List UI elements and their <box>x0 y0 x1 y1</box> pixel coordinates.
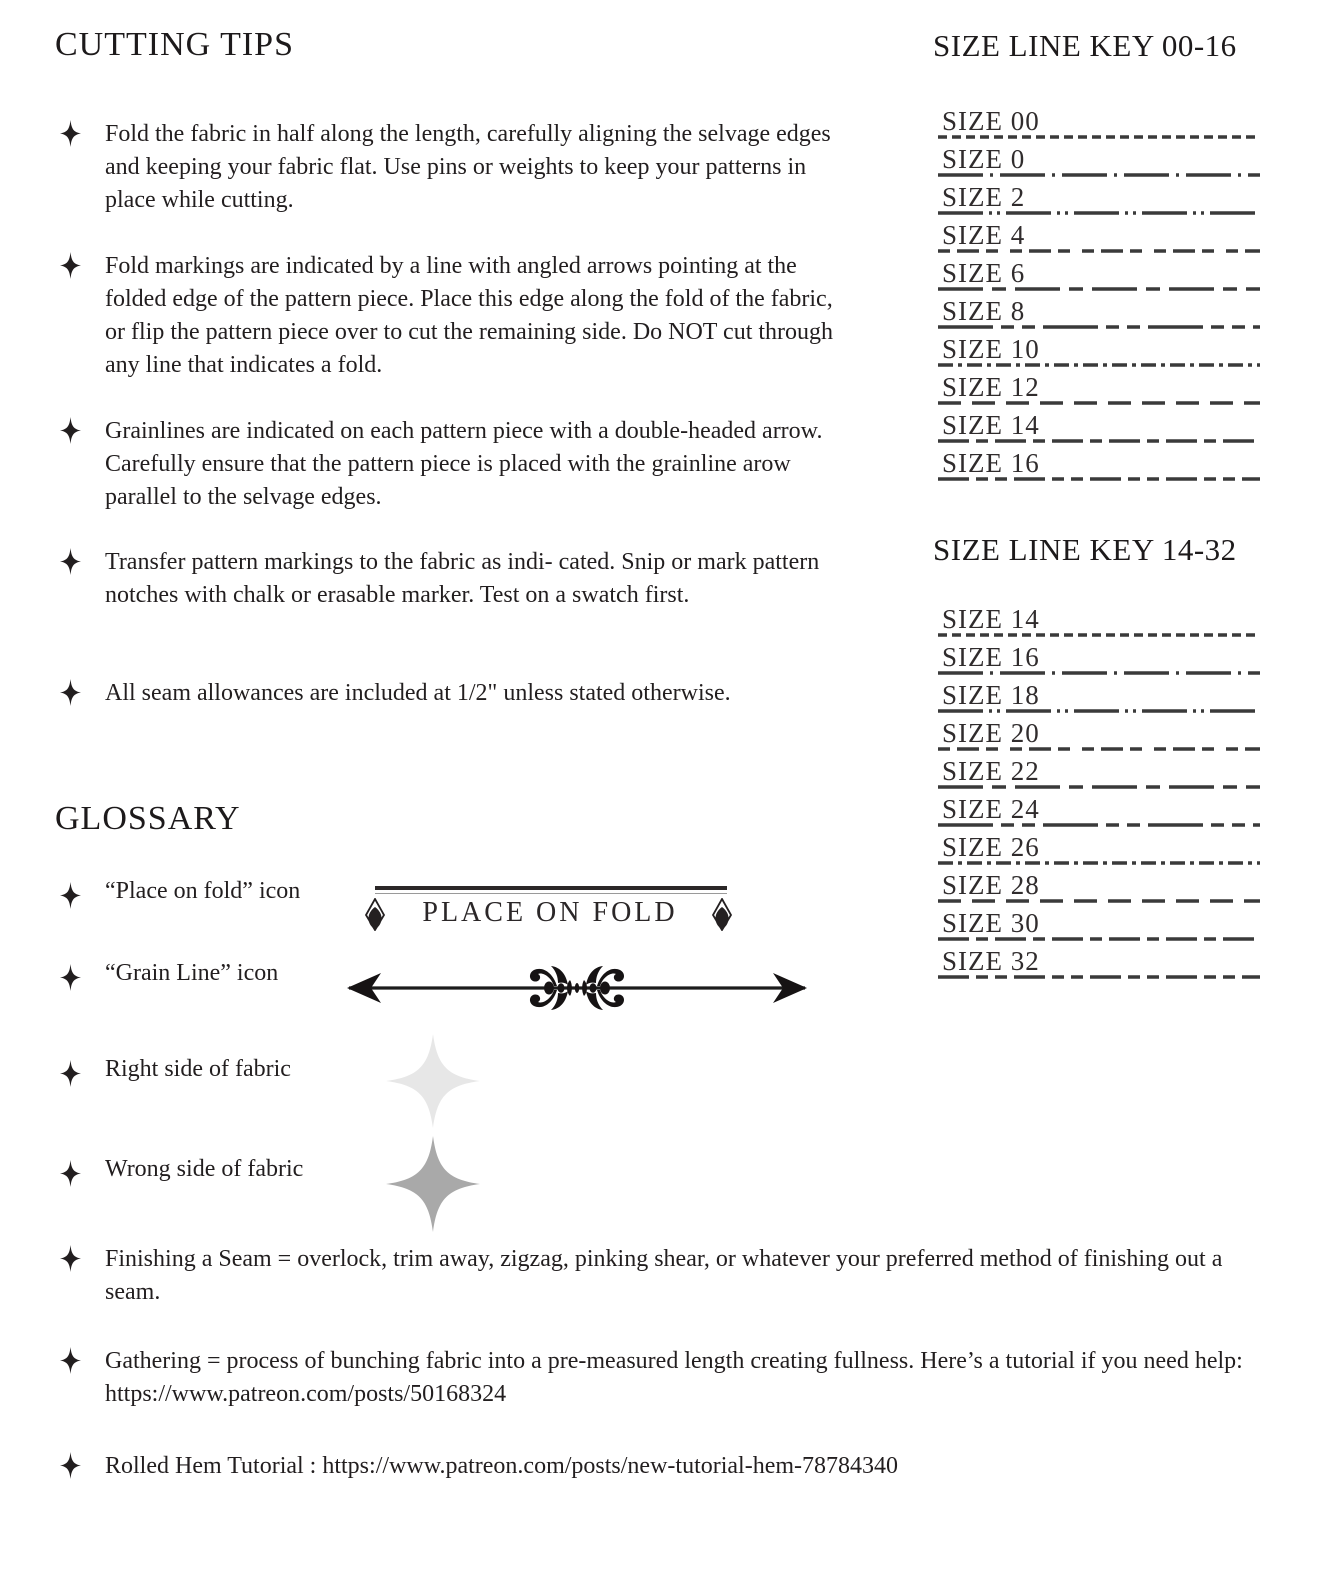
size-key-row <box>938 257 1260 295</box>
fold-arrow-up-icon <box>711 898 733 931</box>
size-label: SIZE 0 <box>942 144 1026 174</box>
fold-arrow-up-icon <box>364 898 386 931</box>
size-key-row <box>938 755 1260 793</box>
size-label: SIZE 12 <box>942 372 1040 402</box>
size-label: SIZE 4 <box>942 220 1026 250</box>
cutting-tip-4 <box>58 546 858 612</box>
size-line-key-2-title: SIZE LINE KEY 14-32 <box>933 532 1237 567</box>
size-key-row <box>938 371 1260 409</box>
size-label: SIZE 14 <box>942 604 1040 634</box>
size-line-key-1-title: SIZE LINE KEY 00-16 <box>933 28 1237 63</box>
size-key-row <box>938 831 1260 869</box>
wrong-side-fabric-icon <box>386 1136 480 1232</box>
size-label: SIZE 30 <box>942 908 1040 938</box>
star-bullet-icon <box>60 1452 81 1479</box>
star-bullet-icon <box>60 1347 81 1374</box>
star-bullet-icon <box>60 964 81 991</box>
size-key-row <box>938 679 1260 717</box>
star-bullet-icon <box>60 882 81 909</box>
glossary-note-rolled-hem <box>58 1450 1278 1483</box>
star-bullet-icon <box>60 252 81 279</box>
size-key-row <box>938 105 1260 143</box>
cutting-tip-5 <box>58 677 858 710</box>
size-key-row <box>938 447 1260 485</box>
size-key-row <box>938 603 1260 641</box>
size-key-row <box>938 869 1260 907</box>
glossary-item-place-on-fold-label: “Place on fold” icon <box>105 878 301 904</box>
size-key-row <box>938 295 1260 333</box>
glossary-item-right-side-label: Right side of fabric <box>105 1056 291 1082</box>
glossary-note-gathering <box>58 1345 1278 1411</box>
size-line-key-1 <box>938 105 1260 485</box>
size-label: SIZE 22 <box>942 756 1040 786</box>
fold-line-echo <box>375 893 727 894</box>
star-bullet-icon <box>60 120 81 147</box>
star-bullet-icon <box>60 1245 81 1272</box>
cutting-tip-text: All seam allowances are included at 1/2" unless stated otherwise. <box>105 680 731 706</box>
cutting-tip-text: Transfer pattern markings to the fabric as indi- cated. Snip or mark pattern notches with chalk or erasable marker. Test on a swatch first. <box>105 549 820 608</box>
size-label: SIZE 18 <box>942 680 1040 710</box>
star-bullet-icon <box>60 548 81 575</box>
right-side-fabric-icon <box>386 1034 480 1128</box>
glossary-note-text: Finishing a Seam = overlock, trim away, zigzag, pinking shear, or whatever your preferred method of finishing out a seam. <box>105 1246 1223 1305</box>
cutting-tip-1 <box>58 118 858 217</box>
fold-line <box>375 886 727 890</box>
cutting-tip-3 <box>58 415 858 514</box>
size-key-row <box>938 143 1260 181</box>
place-on-fold-text: PLACE ON FOLD <box>422 897 678 928</box>
cutting-tip-2 <box>58 250 858 382</box>
size-key-row <box>938 641 1260 679</box>
size-key-row <box>938 793 1260 831</box>
size-label: SIZE 14 <box>942 410 1040 440</box>
star-bullet-icon <box>60 679 81 706</box>
size-label: SIZE 10 <box>942 334 1040 364</box>
cutting-tip-text: Grainlines are indicated on each pattern piece with a double-headed arrow. Carefully ensure that the pattern piece is placed with the grainline arow parallel to the selvage edges. <box>105 418 823 510</box>
glossary-note-finishing <box>58 1243 1278 1309</box>
star-bullet-icon <box>60 1060 81 1087</box>
size-label: SIZE 24 <box>942 794 1040 824</box>
size-key-row <box>938 333 1260 371</box>
size-key-row <box>938 409 1260 447</box>
star-bullet-icon <box>60 417 81 444</box>
size-label: SIZE 16 <box>942 642 1040 672</box>
grain-line-icon <box>343 953 811 1023</box>
size-key-row <box>938 717 1260 755</box>
size-key-row <box>938 945 1260 983</box>
glossary-item-grain-line-label: “Grain Line” icon <box>105 960 279 986</box>
cutting-tip-text: Fold the fabric in half along the length, carefully aligning the selvage edges and keeping your fabric flat. Use pins or weights to keep your patterns in place while cutting. <box>105 121 831 213</box>
star-bullet-icon <box>60 1160 81 1187</box>
glossary-note-text: Gathering = process of bunching fabric into a pre-measured length creating fullness. Here’s a tutorial if you need help: https://www.patreon.com/posts/50168324 <box>105 1348 1243 1407</box>
glossary-item-wrong-side-label: Wrong side of fabric <box>105 1156 304 1182</box>
size-label: SIZE 16 <box>942 448 1040 478</box>
size-label: SIZE 26 <box>942 832 1040 862</box>
size-key-row <box>938 219 1260 257</box>
size-label: SIZE 28 <box>942 870 1040 900</box>
cutting-tip-text: Fold markings are indicated by a line with angled arrows pointing at the folded edge of the pattern piece. Place this edge along the fold of the fabric, or flip the pattern piece over to cut the remaining side. Do NOT cut through any line that indicates a fold. <box>105 253 834 378</box>
size-key-row <box>938 907 1260 945</box>
cutting-tips-title: CUTTING TIPS <box>55 26 294 63</box>
size-label: SIZE 20 <box>942 718 1040 748</box>
size-label: SIZE 32 <box>942 946 1040 976</box>
size-label: SIZE 6 <box>942 258 1026 288</box>
size-label: SIZE 2 <box>942 182 1026 212</box>
glossary-note-text: Rolled Hem Tutorial : https://www.patreon.com/posts/new-tutorial-hem-78784340 <box>105 1453 899 1479</box>
size-line-key-2 <box>938 603 1260 983</box>
glossary-title: GLOSSARY <box>55 800 241 837</box>
size-key-row <box>938 181 1260 219</box>
size-label: SIZE 8 <box>942 296 1026 326</box>
size-label: SIZE 00 <box>942 106 1040 136</box>
